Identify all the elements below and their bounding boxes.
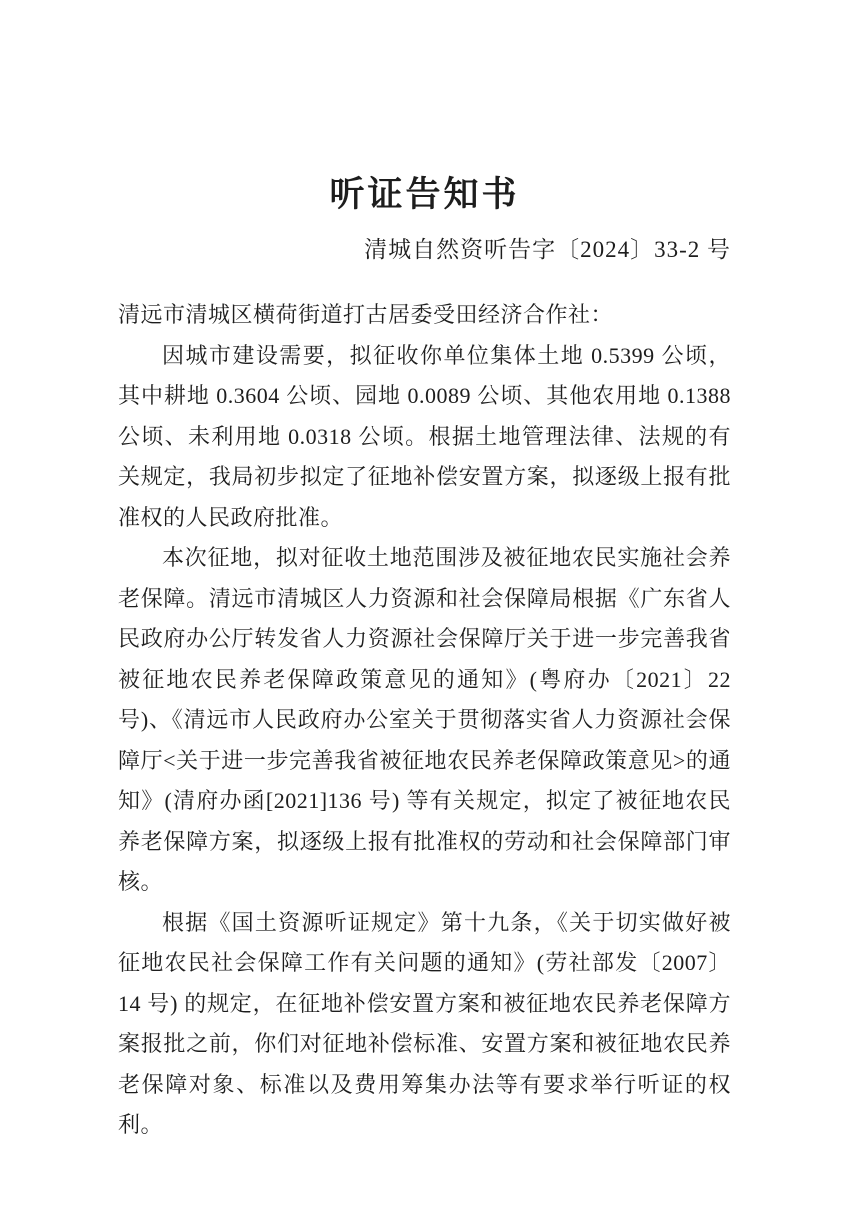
document-salutation: 清远市清城区横荷街道打古居委受田经济合作社： <box>118 302 614 327</box>
document-body <box>118 295 731 1146</box>
document-paragraph-land-acquisition: 因城市建设需要，拟征收你单位集体土地 0.5399 公顷，其中耕地 0.3604 公顷、园地 0.0089 公顷、其他农用地 0.1388 公顷、未利用地 0.0318 公顷。根据土地管理法律、法规的有关规定，我局初步拟定了征地补偿安置方案，拟逐级上报有批准权的人民政府批准。 <box>118 342 731 530</box>
document-title: 听证告知书 <box>329 175 520 214</box>
document-paragraph-pension-plan: 本次征地，拟对征收土地范围涉及被征地农民实施社会养老保障。清远市清城区人力资源和社会保障局根据《广东省人民政府办公厅转发省人力资源社会保障厅关于进一步完善我省被征地农民养老保障政策意见的通知》(粤府办〔2021〕22 号)、《清远市人民政府办公室关于贯彻落实省人力资源社会保障厅<关于进一步完善我省被征地农民养老保障政策意见>的通知》(清府办函[2021]136 号) 等有关规定，拟定了被征地农民养老保障方案，拟逐级上报有批准权的劳动和社会保障部门审核。 <box>118 545 731 894</box>
document-paragraph-hearing-rights: 根据《国土资源听证规定》第十九条，《关于切实做好被征地农民社会保障工作有关问题的通知》(劳社部发〔2007〕14 号) 的规定，在征地补偿安置方案和被征地农民养老保障方案报批之前，你们对征地补偿标准、安置方案和被征地农民养老保障对象、标准以及费用筹集办法等有要求举行听证的权利。 <box>118 909 731 1137</box>
document-reference-number: 清城自然资听告字〔2024〕33-2 号 <box>364 237 731 262</box>
